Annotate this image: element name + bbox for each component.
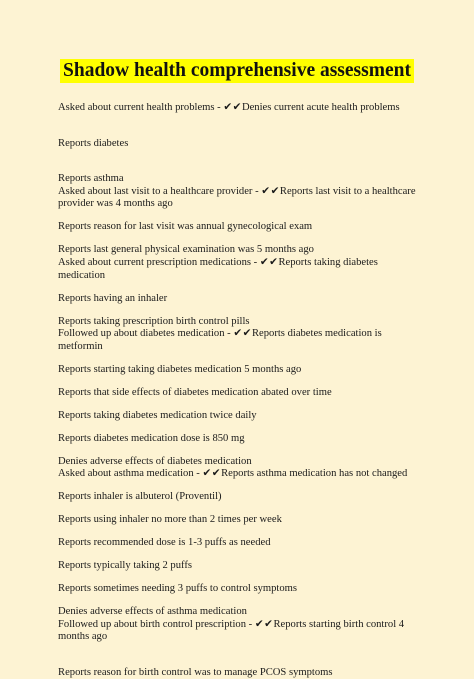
entry-text: Reports asthma [58, 173, 124, 185]
double-check-icon: ✔✔ [254, 617, 274, 630]
entry-text: Reports typically taking 2 puffs [58, 560, 192, 572]
double-check-icon: ✔✔ [202, 467, 222, 480]
entry-pcos-reason [58, 667, 418, 679]
entry-denies-asthma-adverse [58, 606, 418, 619]
entry-text: Reports starting taking diabetes medication 5 months ago [58, 363, 302, 375]
entry-text: Reports reason for birth control was to manage PCOS symptoms [58, 666, 333, 678]
entry-current-health-problems [58, 102, 418, 115]
entry-birth-control-followup [58, 619, 418, 644]
entry-side-effects-abated [58, 387, 418, 400]
entry-recommended-dose [58, 537, 418, 550]
entry-text: Reports taking diabetes medication twice daily [58, 409, 257, 421]
entry-question: Asked about current health problems - [58, 102, 221, 113]
entry-asthma [58, 173, 418, 186]
entry-denies-diabetes-adverse [58, 456, 418, 469]
entry-text: Reports using inhaler no more than 2 times per week [58, 514, 282, 526]
entry-inhaler [58, 293, 418, 306]
entry-text: Reports last general physical examination was 5 months ago [58, 244, 314, 256]
entry-question: Followed up about diabetes medication - [58, 328, 231, 340]
double-check-icon: ✔✔ [233, 327, 252, 340]
entry-two-puffs [58, 560, 418, 573]
entry-diabetes-medication-followup [58, 328, 418, 353]
entry-text: Reports recommended dose is 1-3 puffs as needed [58, 537, 271, 549]
double-check-icon: ✔✔ [259, 255, 279, 268]
entry-dose [58, 433, 418, 446]
entry-question: Followed up about birth control prescription - [58, 618, 253, 630]
entry-text: Reports sometimes needing 3 puffs to control symptoms [58, 583, 298, 595]
entry-answer: Denies current acute health problems [241, 102, 400, 113]
entry-reason-last-visit [58, 221, 418, 234]
entry-question: Asked about asthma medication - [58, 468, 200, 480]
entry-text: Reports having an inhaler [58, 292, 168, 304]
entry-question: Asked about last visit to a healthcare provider - [58, 185, 259, 197]
entry-answer: Reports starting birth control 4 months ago [58, 618, 405, 643]
entry-answer: Reports last visit to a healthcare provider was 4 months ago [58, 185, 416, 210]
entry-text: Reports inhaler is albuterol (Proventil) [58, 491, 222, 503]
entry-text: Denies adverse effects of diabetes medication [58, 455, 252, 467]
entry-twice-daily [58, 410, 418, 423]
entry-prescription-medications [58, 257, 418, 282]
entry-answer: Reports asthma medication has not changed [221, 468, 408, 480]
entry-text: Reports taking prescription birth control pills [58, 315, 250, 327]
entry-diabetes-med-start [58, 364, 418, 377]
double-check-icon: ✔✔ [261, 184, 280, 197]
entry-text: Reports reason for last visit was annual gynecological exam [58, 221, 313, 233]
entry-answer: Reports diabetes medication is metformin [58, 328, 382, 352]
entry-three-puffs [58, 583, 418, 596]
document-body [58, 102, 418, 679]
entry-text: Reports diabetes [58, 137, 129, 149]
double-check-icon: ✔✔ [223, 101, 242, 113]
title-wrap [0, 59, 474, 83]
entry-asthma-medication [58, 468, 418, 481]
entry-inhaler-frequency [58, 514, 418, 527]
entry-diabetes [58, 138, 418, 151]
entry-text: Denies adverse effects of asthma medication [58, 606, 247, 618]
entry-last-visit [58, 186, 418, 211]
entry-question: Asked about current prescription medications - [58, 256, 258, 268]
entry-albuterol [58, 491, 418, 504]
entry-text: Reports that side effects of diabetes medication abated over time [58, 386, 332, 398]
page-title: Shadow health comprehensive assessment [60, 59, 414, 83]
entry-answer: Reports taking diabetes medication [58, 256, 378, 281]
entry-last-physical [58, 244, 418, 257]
entry-text: Reports diabetes medication dose is 850 mg [58, 432, 245, 444]
